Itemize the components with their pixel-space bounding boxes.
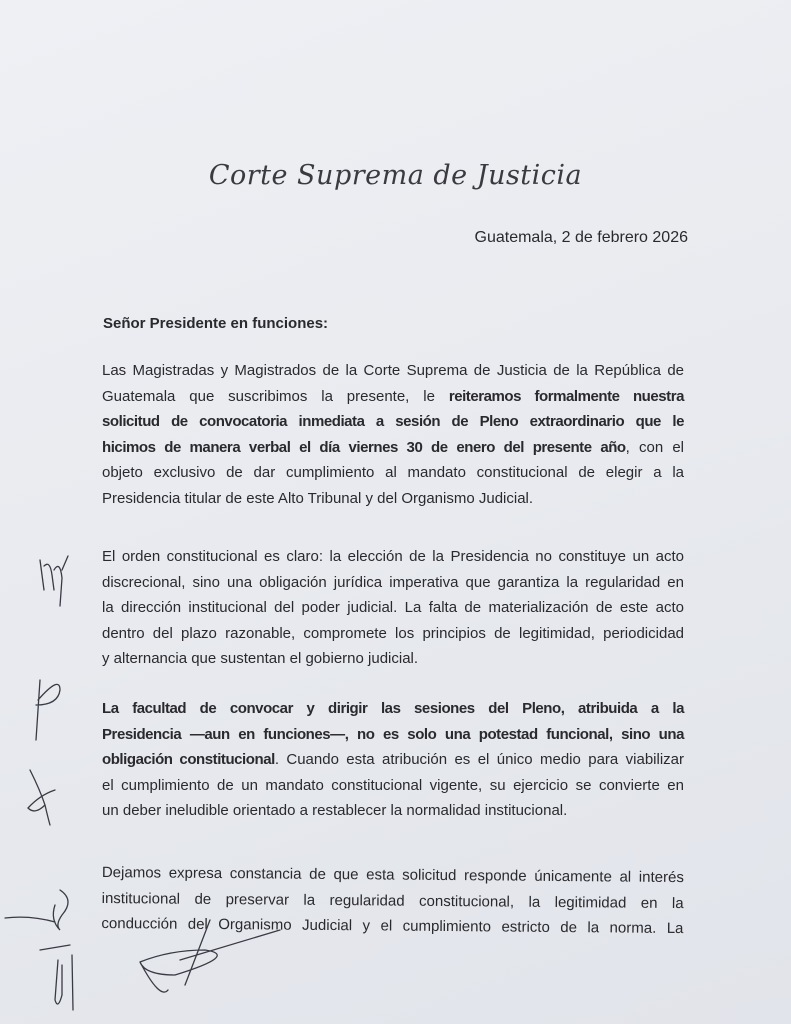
text-span: institucional de preservar la regularidad constitucional, la legitimidad en la [101,889,684,912]
paragraph-1 [102,358,684,511]
text-line [102,544,684,570]
text-line [102,621,684,647]
text-span: Guatemala que suscribimos la presente, le [102,387,449,405]
text-span: , con el [625,438,684,456]
salutation: Señor Presidente en funciones: [103,315,329,332]
bold-text: hicimos de manera verbal el día viernes 30 de enero del presente año [102,438,626,456]
text-span: Dejamos expresa constancia de que esta solicitud responde únicamente al interés [101,863,684,887]
text-line [102,384,684,410]
text-line [102,696,684,722]
text-line [102,646,684,672]
text-line [102,798,684,824]
bold-text: Presidencia —aun en funciones—, no es solo una potestad funcional, sino una [102,725,684,743]
text-span: el cumplimiento de un mandato constitucional vigente, su ejercicio se convierte en [102,776,684,794]
letterhead-title: Corte Suprema de Justicia [208,160,583,191]
bold-text: reiteramos formalmente nuestra [448,387,685,405]
text-line [102,409,684,435]
initials-mark-2 [36,680,60,740]
initials-mark-3 [28,770,55,825]
text-span: y alternancia que sustentan el gobierno judicial. [102,650,419,667]
text-span: conducción del Organismo Judicial y el cumplimiento estricto de la norma. La [101,914,684,938]
text-line [102,358,684,384]
paragraph-4 [101,860,684,942]
text-span: dentro del plazo razonable, compromete los principios de legitimidad, periodicidad [102,624,684,642]
text-span: Las Magistradas y Magistrados de la Corte Suprema de Justicia de la República de [102,362,684,379]
text-span: Presidencia titular de este Alto Tribunal y del Organismo Judicial. [102,489,534,507]
text-line [102,722,684,748]
text-span: la dirección institucional del poder judicial. La falta de materialización de este acto [102,599,684,616]
text-line [101,911,683,942]
text-span: discrecional, sino una obligación jurídica imperativa que garantiza la regularidad en [102,573,684,591]
text-line [102,747,684,773]
text-span: objeto exclusivo de dar cumplimiento al mandato constitucional de elegir a la [102,464,684,481]
text-line [102,435,684,461]
bold-text: solicitud de convocatoria inmediata a sesión de Pleno extraordinario que le [102,413,684,430]
paragraph-3 [102,696,684,824]
text-line [102,486,684,512]
text-span: El orden constitucional es claro: la elección de la Presidencia no constituye un acto [102,548,684,565]
initials-mark-1 [40,556,68,606]
text-span: un deber ineludible orientado a restablecer la normalidad institucional. [102,802,568,819]
bold-text: La facultad de convocar y dirigir las sesiones del Pleno, atribuida a la [102,700,684,717]
text-line [102,570,684,596]
paragraph-2 [102,544,684,672]
text-span: . Cuando esta atribución es el único medio para viabilizar [274,751,684,768]
letter-date: Guatemala, 2 de febrero 2026 [474,229,688,246]
initials-mark-4 [5,890,68,930]
text-line [102,460,684,486]
text-line [102,595,684,621]
text-line [102,773,684,799]
initials-mark-5 [40,945,73,1010]
bold-text: obligación constitucional [102,751,275,768]
